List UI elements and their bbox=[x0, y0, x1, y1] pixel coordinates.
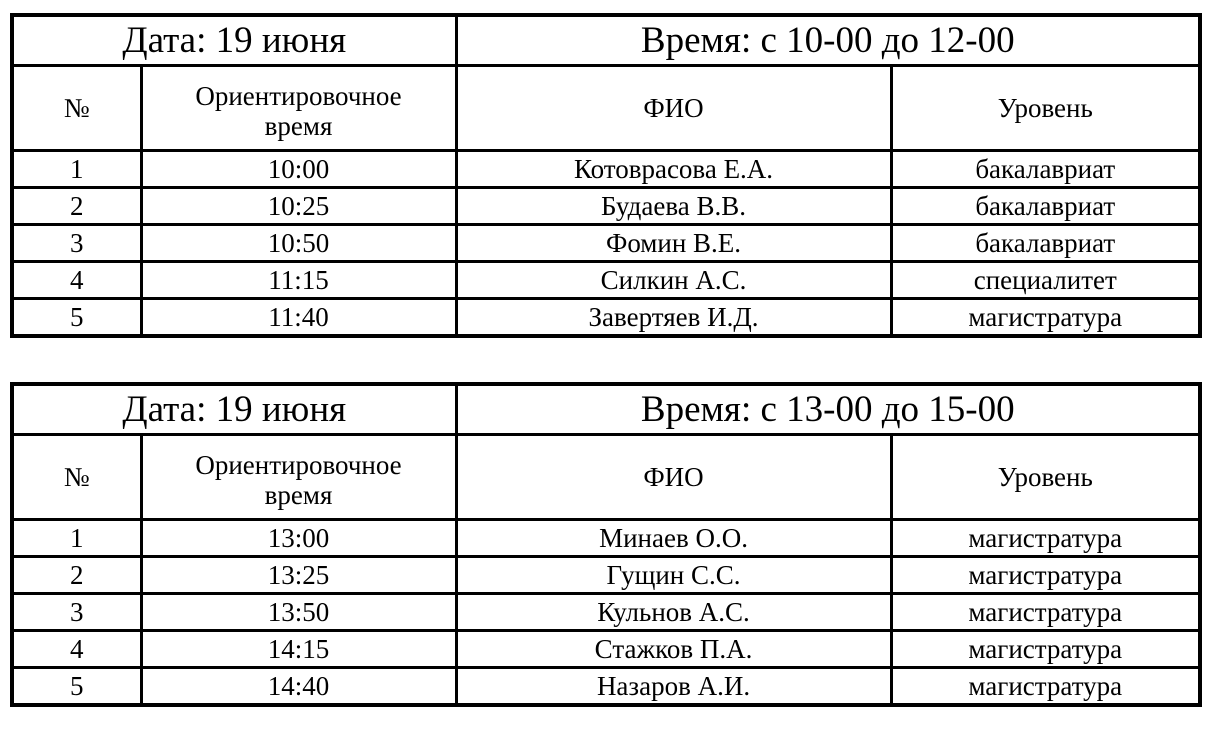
row-name: Гущин С.С. bbox=[456, 557, 891, 594]
schedule-table bbox=[10, 382, 1202, 707]
row-name: Стажков П.А. bbox=[456, 631, 891, 668]
row-time: 10:50 bbox=[141, 225, 456, 262]
row-time: 13:25 bbox=[141, 557, 456, 594]
row-number: 5 bbox=[12, 668, 141, 706]
column-header-row bbox=[12, 66, 1200, 151]
row-time: 11:40 bbox=[141, 299, 456, 337]
row-number: 1 bbox=[12, 520, 141, 557]
table-row bbox=[12, 557, 1200, 594]
column-header-row bbox=[12, 435, 1200, 520]
row-level: бакалавриат bbox=[891, 151, 1200, 188]
row-number: 1 bbox=[12, 151, 141, 188]
row-number: 4 bbox=[12, 631, 141, 668]
row-number: 2 bbox=[12, 557, 141, 594]
row-time: 11:15 bbox=[141, 262, 456, 299]
row-name: Минаев О.О. bbox=[456, 520, 891, 557]
column-header-level: Уровень bbox=[891, 435, 1200, 520]
row-time: 10:25 bbox=[141, 188, 456, 225]
table-row bbox=[12, 520, 1200, 557]
row-time: 10:00 bbox=[141, 151, 456, 188]
row-name: Кульнов А.С. bbox=[456, 594, 891, 631]
row-name: Завертяев И.Д. bbox=[456, 299, 891, 337]
date-cell: Дата: 19 июня bbox=[12, 384, 456, 435]
column-header-level: Уровень bbox=[891, 66, 1200, 151]
column-header-time-line1: Ориентировочное bbox=[195, 449, 402, 480]
row-name: Назаров А.И. bbox=[456, 668, 891, 706]
table-row bbox=[12, 668, 1200, 706]
column-header-time-line1: Ориентировочное bbox=[195, 80, 402, 111]
table-row bbox=[12, 151, 1200, 188]
schedule-table bbox=[10, 13, 1202, 338]
time-range-cell: Время: с 10-00 до 12-00 bbox=[456, 15, 1200, 66]
row-name: Будаева В.В. bbox=[456, 188, 891, 225]
row-level: специалитет bbox=[891, 262, 1200, 299]
row-level: бакалавриат bbox=[891, 225, 1200, 262]
row-level: магистратура bbox=[891, 631, 1200, 668]
column-header-name: ФИО bbox=[456, 435, 891, 520]
row-number: 3 bbox=[12, 594, 141, 631]
row-time: 14:40 bbox=[141, 668, 456, 706]
row-level: магистратура bbox=[891, 520, 1200, 557]
table-header-row bbox=[12, 15, 1200, 66]
row-level: бакалавриат bbox=[891, 188, 1200, 225]
row-number: 4 bbox=[12, 262, 141, 299]
date-cell: Дата: 19 июня bbox=[12, 15, 456, 66]
table-row bbox=[12, 631, 1200, 668]
table-row bbox=[12, 594, 1200, 631]
table-row bbox=[12, 299, 1200, 337]
row-number: 3 bbox=[12, 225, 141, 262]
column-header-name: ФИО bbox=[456, 66, 891, 151]
column-header-number: № bbox=[12, 66, 141, 151]
time-range-cell: Время: с 13-00 до 15-00 bbox=[456, 384, 1200, 435]
table-row bbox=[12, 225, 1200, 262]
row-number: 5 bbox=[12, 299, 141, 337]
column-header-number: № bbox=[12, 435, 141, 520]
row-number: 2 bbox=[12, 188, 141, 225]
column-header-time-line2: время bbox=[264, 480, 333, 510]
row-name: Фомин В.Е. bbox=[456, 225, 891, 262]
row-time: 14:15 bbox=[141, 631, 456, 668]
table-header-row bbox=[12, 384, 1200, 435]
table-row bbox=[12, 188, 1200, 225]
row-time: 13:00 bbox=[141, 520, 456, 557]
row-time: 13:50 bbox=[141, 594, 456, 631]
row-level: магистратура bbox=[891, 557, 1200, 594]
row-level: магистратура bbox=[891, 594, 1200, 631]
column-header-time bbox=[141, 66, 456, 151]
table-row bbox=[12, 262, 1200, 299]
row-name: Силкин А.С. bbox=[456, 262, 891, 299]
row-name: Котоврасова Е.А. bbox=[456, 151, 891, 188]
row-level: магистратура bbox=[891, 299, 1200, 337]
column-header-time bbox=[141, 435, 456, 520]
column-header-time-line2: время bbox=[264, 111, 333, 141]
row-level: магистратура bbox=[891, 668, 1200, 706]
